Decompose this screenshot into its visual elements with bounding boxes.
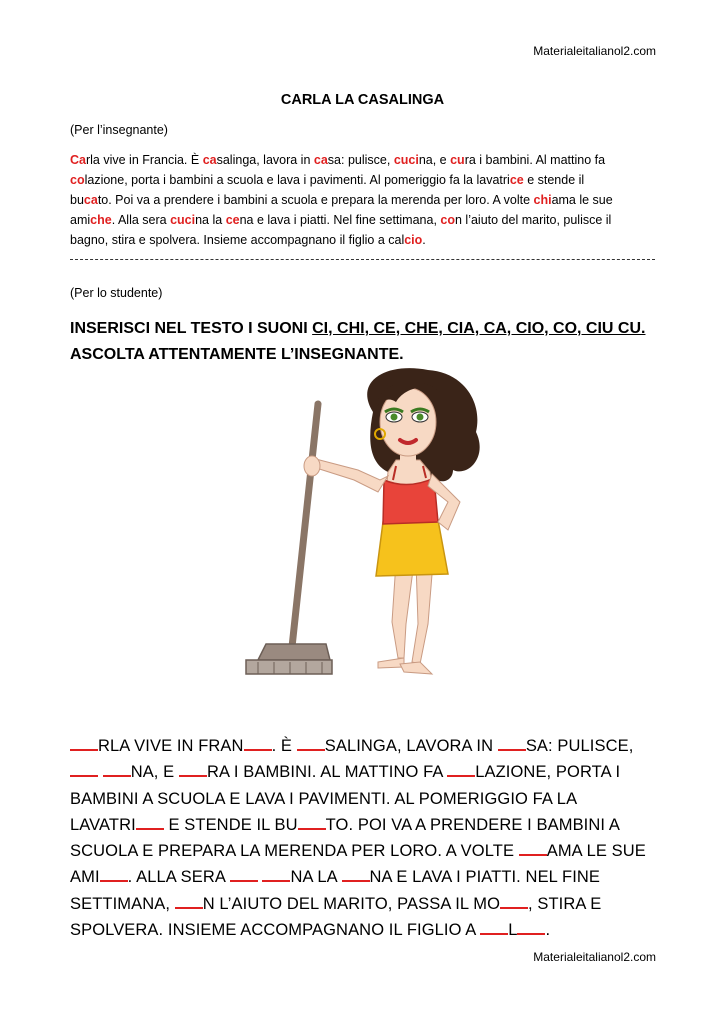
exercise-line-3: BAMBINI A SCUOLA E LAVA I PAVIMENTI. AL POMERIGGIO FA LA (70, 789, 578, 808)
blank[interactable] (230, 866, 258, 882)
blank[interactable] (342, 866, 370, 882)
instructions (70, 316, 645, 368)
blank[interactable] (298, 814, 326, 830)
housewife-illustration (228, 362, 498, 697)
student-note: (Per lo studente) (70, 286, 163, 300)
instructions-line-2: ASCOLTA ATTENTAMENTE L’INSEGNANTE. (70, 346, 404, 363)
blank[interactable] (103, 761, 131, 777)
teacher-note: (Per l’insegnante) (70, 123, 168, 137)
teacher-line-5: bagno, stira e spolvera. Insieme accompagnano il figlio a calcio. (70, 233, 426, 247)
exercise-line-4: LAVATRI E STENDE IL BU TO. POI VA A PRENDERE I BAMBINI A (70, 815, 620, 834)
blank[interactable] (519, 840, 547, 856)
blank[interactable] (179, 761, 207, 777)
exercise-line-1: RLA VIVE IN FRAN . È SALINGA, LAVORA IN SA: PULISCE, (70, 733, 670, 759)
blank[interactable] (447, 761, 475, 777)
teacher-line-3: bucato. Poi va a prendere i bambini a scuola e prepara la merenda per loro. A volte chiama le sue (70, 193, 613, 207)
blank[interactable] (136, 814, 164, 830)
blank[interactable] (70, 761, 98, 777)
exercise-text (70, 733, 670, 943)
sounds-list: CI, CHI, CE, CHE, CIA, CA, CIO, CO, CIU CU. (312, 320, 646, 337)
blank[interactable] (498, 735, 526, 751)
teacher-line-2: colazione, porta i bambini a scuola e lava i pavimenti. Al pomeriggio fa la lavatrice e stende il (70, 173, 585, 187)
blank[interactable] (500, 893, 528, 909)
blank[interactable] (262, 866, 290, 882)
blank[interactable] (100, 866, 128, 882)
site-url-bottom: Materialeitalianol2.com (533, 950, 656, 964)
blank[interactable] (70, 735, 98, 751)
exercise-line-5: SCUOLA E PREPARA LA MERENDA PER LORO. A VOLTE AMA LE SUE (70, 842, 646, 861)
exercise-line-7: SETTIMANA, N L’AIUTO DEL MARITO, PASSA IL MO , STIRA E (70, 894, 602, 913)
site-url-top: Materialeitalianol2.com (533, 44, 656, 58)
separator-line (70, 259, 655, 260)
page-title: CARLA LA CASALINGA (280, 92, 445, 108)
blank[interactable] (244, 735, 272, 751)
exercise-line-6: AMI . ALLA SERA NA LA NA E LAVA I PIATTI. NEL FINE (70, 868, 601, 887)
teacher-text (70, 150, 662, 250)
blank[interactable] (175, 893, 203, 909)
housewife-with-broom-image (228, 362, 498, 692)
exercise-line-2: NA, E RA I BAMBINI. AL MATTINO FA LAZIONE, PORTA I (70, 759, 670, 785)
exercise-line-8: SPOLVERA. INSIEME ACCOMPAGNANO IL FIGLIO A L . (70, 921, 551, 940)
instructions-prefix: INSERISCI NEL TESTO I SUONI (70, 320, 313, 337)
blank[interactable] (517, 919, 545, 935)
blank[interactable] (480, 919, 508, 935)
blank[interactable] (297, 735, 325, 751)
teacher-line-1: Carla vive in Francia. È casalinga, lavora in casa: pulisce, cucina, e cura i bambini. Al mattino fa (70, 153, 606, 167)
teacher-line-4: amiche. Alla sera cucina la cena e lava i piatti. Nel fine settimana, con l’aiuto del marito, pulisce il (70, 213, 612, 227)
